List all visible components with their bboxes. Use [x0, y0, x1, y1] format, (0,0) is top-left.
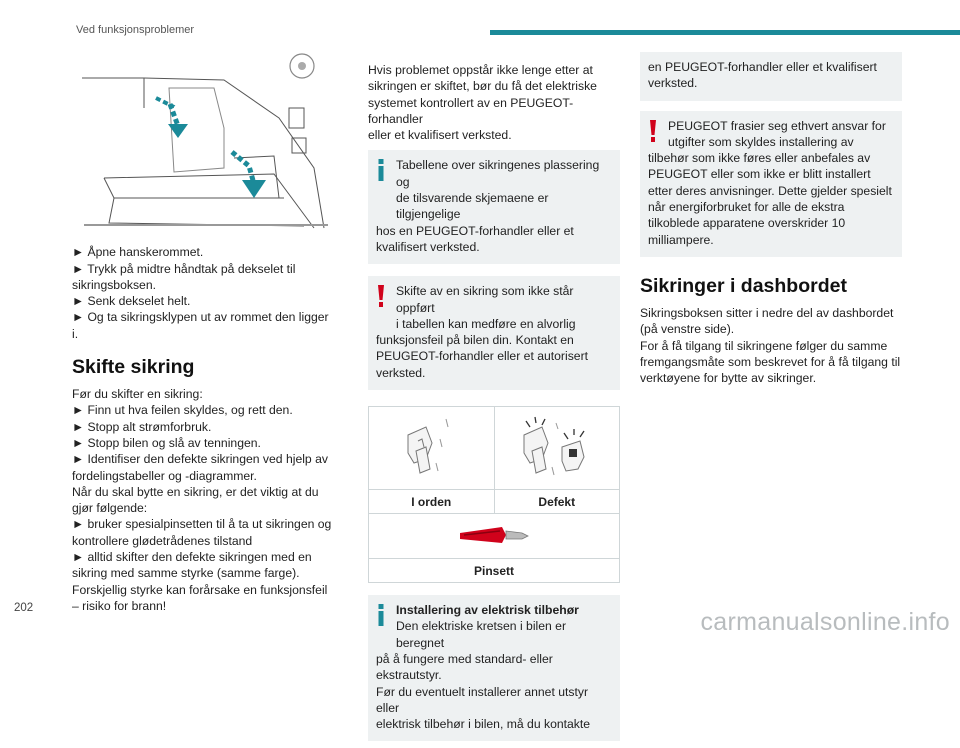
liability-line: milliampere. — [648, 232, 714, 247]
intro-paragraph — [368, 62, 620, 143]
body-line: fordelingstabeller og -diagrammer. — [72, 468, 257, 483]
body-line: – risiko for brann! — [72, 598, 167, 613]
intro-line: sikringen er skiftet, bør du få det elektriske — [368, 79, 597, 94]
fuse-defect-label: Defekt — [495, 489, 620, 513]
accessory-info-box — [368, 595, 620, 741]
step-line: ► Åpne hanskerommet. — [72, 245, 204, 260]
liability-line: PEUGEOT frasier seg ethvert ansvar for — [668, 118, 886, 133]
body-line: ► bruker spesialpinsetten til å ta ut sikringen og — [72, 517, 332, 532]
warning-box — [368, 276, 620, 390]
column-3 — [640, 52, 902, 386]
warning-icon — [649, 120, 657, 142]
warning-line: funksjonsfeil på bilen din. Kontakt en — [376, 333, 574, 348]
step-line: ► Og ta sikringsklypen ut av rommet den ligger — [72, 310, 329, 325]
continued-info-box — [640, 52, 902, 101]
info-line: Tabellene over sikringenes plassering og — [396, 158, 600, 189]
fuse-defect-icon — [512, 413, 602, 483]
step-line: ► Senk dekselet helt. — [72, 294, 191, 309]
info-icon — [377, 604, 385, 626]
info-line: kvalifisert verksted. — [376, 239, 480, 254]
info-icon — [377, 159, 385, 181]
warning-icon — [377, 285, 385, 307]
continued-line: en PEUGEOT-forhandler eller et kvalifisert — [648, 60, 877, 74]
glovebox-illustration — [74, 48, 338, 230]
step-line: ► Trykk på midtre håndtak på dekselet til — [72, 261, 296, 276]
info-line: hos en PEUGEOT-forhandler eller et — [376, 223, 574, 238]
accessory-line: Før du eventuelt installerer annet utstyr eller — [376, 684, 589, 715]
accessory-title: Installering av elektrisk tilbehør — [396, 603, 579, 618]
fuse-ok-label: I orden — [369, 489, 494, 513]
body-line: Før du skifter en sikring: — [72, 387, 203, 402]
liability-warning-box — [640, 111, 902, 257]
fuse-table — [368, 406, 620, 583]
accessory-line: på å fungere med standard- eller ekstrautstyr. — [376, 651, 553, 683]
fuse-ok-cell — [369, 407, 494, 513]
column-1 — [72, 48, 342, 614]
warning-line: verksted. — [376, 365, 426, 380]
body-line: fremgangsmåte som beskrevet for å få tilgang til — [640, 354, 901, 369]
section-title-skifte-sikring: Skifte sikring — [72, 356, 195, 379]
section-title-sikringer-i-dashbordet: Sikringer i dashbordet — [640, 274, 847, 297]
body-line: ► Stopp bilen og slå av tenningen. — [72, 435, 261, 450]
liability-line: etter deres anvisninger. Dette gjelder spesielt — [648, 183, 892, 198]
skifte-sikring-body — [72, 386, 342, 614]
liability-line: utgifter som skyldes installering av — [668, 134, 854, 149]
intro-line: eller et kvalifisert verksted. — [368, 128, 512, 143]
body-line: gjør følgende: — [72, 501, 148, 516]
step-line: i. — [72, 326, 79, 341]
header-rule — [490, 30, 960, 35]
body-line: Sikringsboksen sitter i nedre del av dashbordet — [640, 305, 894, 320]
page-number: 202 — [14, 602, 34, 614]
body-line: sikring med samme styrke (samme farge). — [72, 566, 300, 581]
intro-line: systemet kontrollert av en PEUGEOT-forhandler — [368, 95, 574, 126]
watermark: carmanualsonline.info — [700, 608, 950, 636]
liability-line: tilkoblede apparatene overskrider 10 — [648, 216, 846, 231]
accessory-line: Den elektriske kretsen i bilen er beregnet — [396, 619, 567, 650]
accessory-line: elektrisk tilbehør i bilen, må du kontakte — [376, 717, 591, 732]
body-line: Når du skal bytte en sikring, er det viktig at du — [72, 484, 319, 499]
warning-line: Skifte av en sikring som ikke står oppført — [396, 284, 574, 315]
warning-line: PEUGEOT-forhandler eller et autorisert — [376, 349, 589, 364]
fuse-row — [369, 514, 619, 582]
intro-line: Hvis problemet oppstår ikke lenge etter at — [368, 63, 593, 77]
continued-line: verksted. — [648, 76, 698, 91]
liability-line: når energiforbruket for alle de ekstra — [648, 200, 845, 215]
tweezers-cell — [369, 514, 619, 582]
body-line: kontrollere glødetrådenes tilstand — [72, 533, 253, 548]
info-line: de tilsvarende skjemaene er tilgjengelige — [396, 191, 549, 222]
liability-line: tilbehør som ikke føres eller anbefales av — [648, 151, 871, 166]
warning-line: i tabellen kan medføre en alvorlig — [396, 316, 576, 331]
body-line: For å få tilgang til sikringene følger du samme — [640, 338, 888, 353]
column-2 — [368, 62, 620, 748]
body-line: verktøyene for bytte av sikringer. — [640, 371, 817, 386]
liability-line: PEUGEOT eller som ikke er blitt installert — [648, 167, 871, 182]
fuse-defect-cell — [494, 407, 620, 513]
body-line: ► alltid skifter den defekte sikringen med en — [72, 550, 312, 565]
body-line: ► Identifiser den defekte sikringen ved hjelp av — [72, 452, 328, 467]
info-box — [368, 150, 620, 264]
tweezers-label: Pinsett — [369, 558, 619, 582]
body-line: ► Stopp alt strømforbruk. — [72, 419, 212, 434]
steps-list — [72, 244, 342, 342]
body-line: Forskjellig styrke kan forårsake en funksjonsfeil — [72, 582, 328, 597]
fuse-row — [369, 407, 619, 514]
dashboard-fuses-body — [640, 305, 902, 386]
running-header: Ved funksjonsproblemer — [76, 24, 195, 36]
step-line: sikringsboksen. — [72, 277, 156, 292]
tweezers-icon — [456, 523, 532, 549]
fuse-ok-icon — [386, 413, 476, 483]
body-line: (på venstre side). — [640, 322, 735, 337]
body-line: ► Finn ut hva feilen skyldes, og rett den. — [72, 403, 293, 418]
